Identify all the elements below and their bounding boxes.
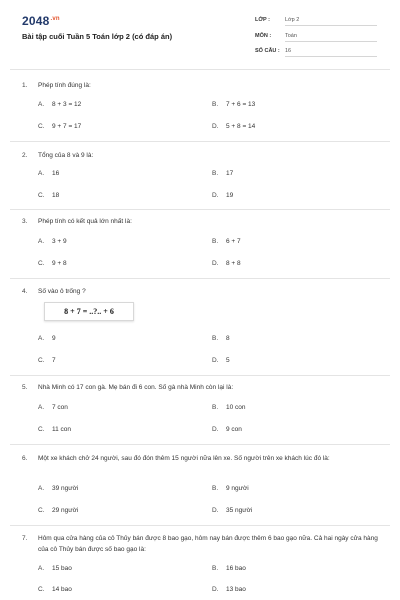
answer-option[interactable] (38, 404, 68, 411)
option-letter: A. (38, 170, 45, 177)
option-letter: D. (212, 586, 219, 593)
option-text: 17 (226, 170, 234, 177)
divider (10, 525, 390, 526)
option-text: 7 con (52, 404, 68, 411)
option-text: 9 + 7 = 17 (52, 123, 82, 130)
question-number: 3. (22, 218, 28, 225)
answer-option[interactable] (212, 170, 233, 177)
option-text: 16 bao (226, 565, 246, 572)
answer-option[interactable] (38, 357, 56, 364)
option-text: 14 bao (52, 586, 72, 593)
question-number: 6. (22, 455, 28, 462)
option-text: 29 người (52, 507, 79, 514)
answer-option[interactable] (212, 404, 246, 411)
option-letter: A. (38, 101, 45, 108)
option-letter: C. (38, 123, 45, 130)
math-expression-box: 8 + 7 = ..?.. + 6 (44, 302, 134, 321)
answer-option[interactable] (212, 123, 255, 130)
answer-option[interactable] (38, 260, 67, 267)
divider (10, 209, 390, 210)
meta-count-label: SỐ CÂU : (255, 48, 280, 54)
option-text: 8 (226, 335, 230, 342)
option-text: 18 (52, 192, 60, 199)
divider (10, 444, 390, 445)
divider (10, 141, 390, 142)
answer-option[interactable] (38, 586, 72, 593)
answer-option[interactable] (38, 565, 72, 572)
answer-option[interactable] (38, 335, 56, 342)
divider (10, 278, 390, 279)
option-letter: B. (212, 238, 219, 245)
option-letter: D. (212, 192, 219, 199)
option-text: 35 người (226, 507, 253, 514)
option-text: 9 + 8 (52, 260, 67, 267)
answer-option[interactable] (212, 192, 233, 199)
worksheet-header (0, 0, 400, 62)
answer-option[interactable] (38, 507, 78, 514)
option-text: 39 người (52, 485, 79, 492)
option-letter: D. (212, 260, 219, 267)
document-title: Bài tập cuối Tuần 5 Toán lớp 2 (có đáp án) (22, 32, 173, 41)
answer-option[interactable] (38, 426, 71, 433)
option-letter: B. (212, 101, 219, 108)
question-text: Hôm qua cửa hàng của cô Thủy bán được 8 bao gạo, hôm nay bán được thêm 6 bao gạo nữa. Cả hai ngày cửa hàng của cô Thủy bán được số bao gạo là: (38, 535, 378, 553)
answer-option[interactable] (212, 101, 255, 108)
question-text: Một xe khách chở 24 người, sau đó đón thêm 15 người nữa lên xe. Số người trên xe khách lúc đó là: (38, 455, 330, 462)
option-text: 9 con (226, 426, 242, 433)
question-text: Số vào ô trống ? (38, 288, 86, 295)
option-text: 8 + 3 = 12 (52, 101, 82, 108)
option-text: 11 con (52, 426, 72, 433)
option-letter: D. (212, 357, 219, 364)
answer-option[interactable] (38, 101, 81, 108)
answer-option[interactable] (38, 123, 81, 130)
option-letter: C. (38, 260, 45, 267)
option-letter: A. (38, 565, 45, 572)
answer-option[interactable] (38, 192, 59, 199)
option-letter: D. (212, 507, 219, 514)
option-text: 5 (226, 357, 230, 364)
option-letter: C. (38, 357, 45, 364)
option-letter: A. (38, 404, 45, 411)
option-text: 10 con (226, 404, 246, 411)
question-number: 4. (22, 288, 28, 295)
question-text: Phép tính có kết quả lớn nhất là: (38, 218, 132, 225)
option-letter: B. (212, 335, 219, 342)
answer-option[interactable] (38, 170, 59, 177)
option-text: 19 (226, 192, 234, 199)
option-letter: C. (38, 192, 45, 199)
option-letter: A. (38, 238, 45, 245)
option-text: 15 bao (52, 565, 72, 572)
logo-text: 2048 (22, 14, 50, 28)
answer-option[interactable] (38, 238, 67, 245)
option-letter: C. (38, 426, 45, 433)
divider (10, 69, 390, 70)
option-letter: B. (212, 170, 219, 177)
answer-option[interactable] (212, 507, 252, 514)
option-letter: B. (212, 565, 219, 572)
site-logo[interactable] (22, 14, 60, 28)
answer-option[interactable] (212, 485, 249, 492)
question-text: Tổng của 8 và 9 là: (38, 152, 94, 159)
option-letter: B. (212, 485, 219, 492)
meta-subject-value: Toán (285, 33, 377, 42)
answer-option[interactable] (38, 485, 78, 492)
question-text: Nhà Minh có 17 con gà. Mẹ bán đi 6 con. Số gà nhà Minh còn lại là: (38, 384, 234, 391)
meta-subject-label: MÔN : (255, 33, 272, 39)
question-number: 7. (22, 535, 28, 542)
option-letter: A. (38, 335, 45, 342)
question-number: 1. (22, 82, 28, 89)
answer-option[interactable] (212, 260, 241, 267)
logo-suffix: .vn (50, 16, 60, 22)
answer-option[interactable] (212, 357, 230, 364)
answer-option[interactable] (212, 586, 246, 593)
option-text: 7 + 6 = 13 (226, 101, 256, 108)
option-text: 6 + 7 (226, 238, 241, 245)
question-text: Phép tính đúng là: (38, 82, 91, 89)
option-letter: C. (38, 586, 45, 593)
option-text: 9 (52, 335, 56, 342)
option-text: 5 + 8 = 14 (226, 123, 256, 130)
answer-option[interactable] (212, 426, 242, 433)
option-letter: A. (38, 485, 45, 492)
option-letter: B. (212, 404, 219, 411)
option-text: 13 bao (226, 586, 246, 593)
option-letter: D. (212, 123, 219, 130)
divider (10, 375, 390, 376)
option-text: 7 (52, 357, 56, 364)
meta-count-value: 16 (285, 48, 377, 57)
answer-option[interactable] (212, 335, 230, 342)
option-text: 8 + 8 (226, 260, 241, 267)
option-text: 9 người (226, 485, 249, 492)
question-number: 5. (22, 384, 28, 391)
meta-class-label: LỚP : (255, 17, 270, 23)
meta-class-value: Lớp 2 (285, 17, 377, 26)
answer-option[interactable] (212, 238, 241, 245)
option-text: 16 (52, 170, 60, 177)
question-number: 2. (22, 152, 28, 159)
option-text: 3 + 9 (52, 238, 67, 245)
answer-option[interactable] (212, 565, 246, 572)
option-letter: C. (38, 507, 45, 514)
option-letter: D. (212, 426, 219, 433)
